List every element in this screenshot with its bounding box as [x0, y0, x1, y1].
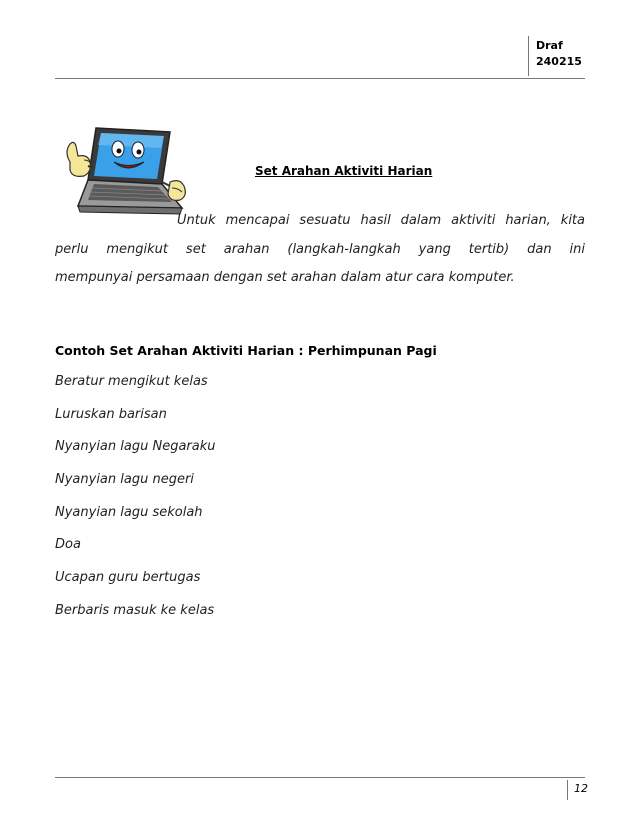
draft-label	[536, 38, 582, 70]
steps-list	[55, 373, 216, 635]
page-title: Set Arahan Aktiviti Harian	[255, 164, 433, 178]
step-item: Ucapan guru bertugas	[55, 570, 201, 586]
intro-line-1: Untuk mencapai sesuatu hasil dalam aktiviti harian, kita	[177, 213, 585, 228]
intro-line-2: perlu mengikut set arahan (langkah-langkah yang tertib) dan ini	[55, 242, 585, 257]
laptop-mascot-icon	[58, 122, 190, 226]
footer-rule	[55, 777, 585, 778]
step-item: Berbaris masuk ke kelas	[55, 602, 215, 618]
header-rule	[55, 78, 585, 79]
example-heading: Contoh Set Arahan Aktiviti Harian : Perhimpunan Pagi	[55, 343, 437, 358]
page-number: 12	[574, 782, 588, 795]
header-divider-vertical	[528, 36, 529, 76]
step-item: Luruskan barisan	[55, 406, 167, 422]
draft-label-line1: Draf	[536, 39, 563, 52]
footer-divider-vertical	[567, 780, 568, 800]
intro-line-3: mempunyai persamaan dengan set arahan dalam atur cara komputer.	[55, 270, 515, 285]
step-item: Beratur mengikut kelas	[55, 374, 208, 389]
step-item: Nyanyian lagu Negaraku	[55, 439, 216, 455]
step-item: Doa	[55, 537, 81, 553]
draft-label-line2: 240215	[536, 55, 582, 68]
step-item: Nyanyian lagu sekolah	[55, 504, 203, 520]
step-item: Nyanyian lagu negeri	[55, 472, 194, 488]
